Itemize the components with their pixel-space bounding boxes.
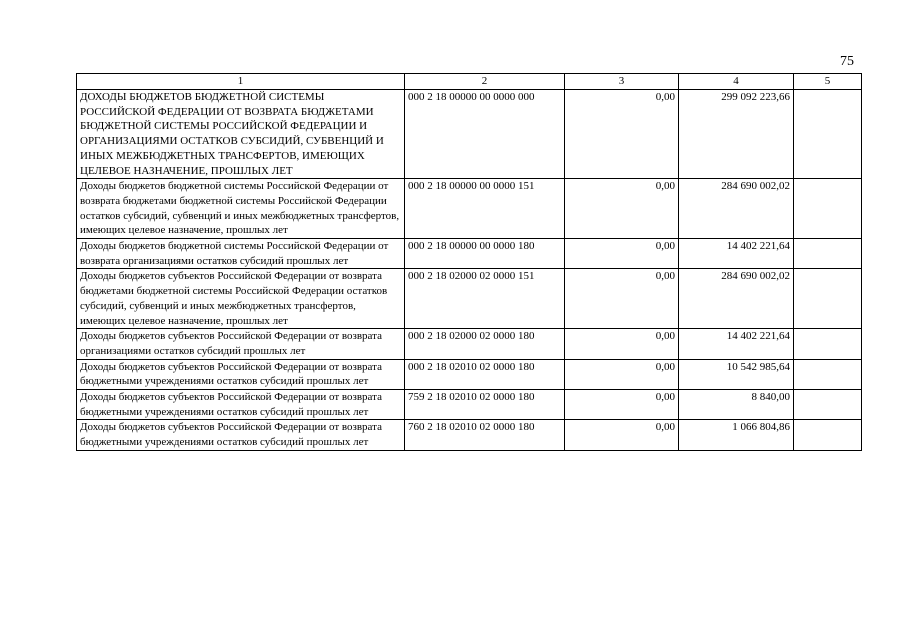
row-col3-cell: 0,00 [565, 239, 679, 269]
budget-revenue-table [76, 73, 862, 451]
row-col4-cell: 284 690 002,02 [679, 269, 794, 329]
row-code-cell: 000 2 18 02000 02 0000 151 [405, 269, 565, 329]
row-col4-cell: 10 542 985,64 [679, 359, 794, 389]
row-col4-cell: 14 402 221,64 [679, 239, 794, 269]
row-col3-cell: 0,00 [565, 90, 679, 179]
row-col4-cell: 284 690 002,02 [679, 179, 794, 239]
row-col3-cell: 0,00 [565, 179, 679, 239]
row-col5-cell [794, 179, 862, 239]
row-name-cell: Доходы бюджетов субъектов Российской Федерации от возврата организациями остатков субсидий прошлых лет [77, 329, 405, 359]
row-col3-cell: 0,00 [565, 390, 679, 420]
row-name-cell: Доходы бюджетов субъектов Российской Федерации от возврата бюджетными учреждениями остатков субсидий прошлых лет [77, 390, 405, 420]
row-col3-cell: 0,00 [565, 359, 679, 389]
row-col5-cell [794, 329, 862, 359]
row-name-cell: Доходы бюджетов бюджетной системы Российской Федерации от возврата бюджетами бюджетной системы Российской Федерации остатков субсидий, субвенций и иных межбюджетных трансфертов, имеющих целевое назначение, прошлых лет [77, 179, 405, 239]
row-code-cell: 000 2 18 00000 00 0000 000 [405, 90, 565, 179]
table-row [77, 90, 862, 179]
row-col4-cell: 299 092 223,66 [679, 90, 794, 179]
table-row [77, 420, 862, 450]
row-name-cell: Доходы бюджетов бюджетной системы Российской Федерации от возврата организациями остатков субсидий прошлых лет [77, 239, 405, 269]
row-col4-cell: 1 066 804,86 [679, 420, 794, 450]
column-header-5: 5 [794, 74, 862, 90]
row-code-cell: 000 2 18 02000 02 0000 180 [405, 329, 565, 359]
row-code-cell: 000 2 18 00000 00 0000 180 [405, 239, 565, 269]
row-col5-cell [794, 390, 862, 420]
row-col3-cell: 0,00 [565, 329, 679, 359]
column-header-3: 3 [565, 74, 679, 90]
row-code-cell: 759 2 18 02010 02 0000 180 [405, 390, 565, 420]
row-col5-cell [794, 359, 862, 389]
row-name-cell: ДОХОДЫ БЮДЖЕТОВ БЮДЖЕТНОЙ СИСТЕМЫ РОССИЙСКОЙ ФЕДЕРАЦИИ ОТ ВОЗВРАТА БЮДЖЕТАМИ БЮДЖЕТНОЙ СИСТЕМЫ РОССИЙСКОЙ ФЕДЕРАЦИИ И ОРГАНИЗАЦИЯМИ ОСТАТКОВ СУБСИДИЙ, СУБВЕНЦИЙ И ИНЫХ МЕЖБЮДЖЕТНЫХ ТРАНСФЕРТОВ, ИМЕЮЩИХ ЦЕЛЕВОЕ НАЗНАЧЕНИЕ, ПРОШЛЫХ ЛЕТ [77, 90, 405, 179]
row-col5-cell [794, 269, 862, 329]
row-name-cell: Доходы бюджетов субъектов Российской Федерации от возврата бюджетными учреждениями остатков субсидий прошлых лет [77, 420, 405, 450]
row-col5-cell [794, 420, 862, 450]
table-row [77, 390, 862, 420]
row-code-cell: 000 2 18 02010 02 0000 180 [405, 359, 565, 389]
column-header-2: 2 [405, 74, 565, 90]
table-header-row [77, 74, 862, 90]
table-row [77, 239, 862, 269]
row-col5-cell [794, 90, 862, 179]
row-code-cell: 760 2 18 02010 02 0000 180 [405, 420, 565, 450]
table-row [77, 179, 862, 239]
row-col4-cell: 14 402 221,64 [679, 329, 794, 359]
row-col5-cell [794, 239, 862, 269]
row-col3-cell: 0,00 [565, 420, 679, 450]
row-col3-cell: 0,00 [565, 269, 679, 329]
row-code-cell: 000 2 18 00000 00 0000 151 [405, 179, 565, 239]
column-header-1: 1 [77, 74, 405, 90]
row-name-cell: Доходы бюджетов субъектов Российской Федерации от возврата бюджетами бюджетной системы Российской Федерации остатков субсидий, субвенций и иных межбюджетных трансфертов, имеющих целевое назначение, прошлых лет [77, 269, 405, 329]
row-name-cell: Доходы бюджетов субъектов Российской Федерации от возврата бюджетными учреждениями остатков субсидий прошлых лет [77, 359, 405, 389]
row-col4-cell: 8 840,00 [679, 390, 794, 420]
page-number: 75 [840, 54, 854, 69]
table-row [77, 329, 862, 359]
column-header-4: 4 [679, 74, 794, 90]
table-row [77, 359, 862, 389]
table-row [77, 269, 862, 329]
